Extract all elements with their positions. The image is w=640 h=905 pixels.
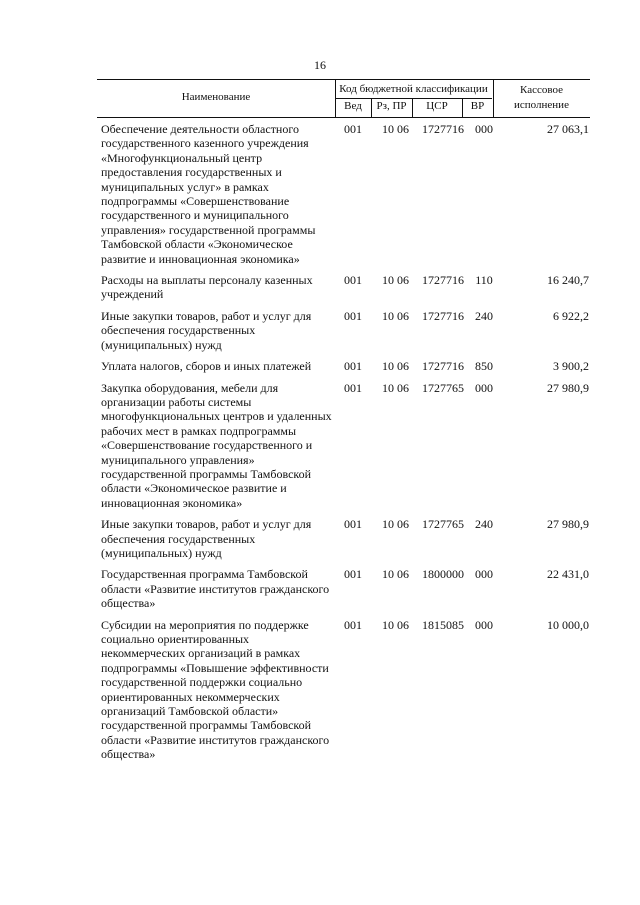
header-ved: Вед [344, 100, 362, 112]
row-csr: 1727765 [422, 517, 464, 532]
row-name: Иные закупки товаров, работ и услуг для обеспечения государственных (муниципальных) нужд [101, 308, 312, 352]
row-rz: 10 06 [382, 380, 409, 395]
row-cash: 10 000,0 [547, 617, 589, 632]
row-csr: 1800000 [422, 567, 464, 582]
row-rz: 10 06 [382, 617, 409, 632]
row-csr: 1727716 [422, 273, 464, 288]
row-ved: 001 [344, 380, 362, 395]
row-name: Уплата налогов, сборов и иных платежей [101, 359, 312, 374]
row-vr: 240 [475, 308, 493, 323]
row-name: Государственная программа Тамбовской области «Развитие институтов гражданского общества» [101, 567, 330, 611]
row-vr: 000 [475, 122, 493, 136]
row-csr: 1727716 [422, 359, 464, 374]
row-name: Иные закупки товаров, работ и услуг для обеспечения государственных (муниципальных) нужд [101, 517, 312, 560]
row-ved: 001 [344, 122, 362, 136]
row-cash: 27 980,9 [547, 380, 589, 395]
row-vr: 110 [475, 273, 493, 288]
row-rz: 10 06 [382, 517, 409, 532]
row-csr: 1727716 [422, 122, 464, 136]
table-row [97, 567, 597, 610]
header-code-divider [335, 98, 492, 99]
row-name: Обеспечение деятельности областного государственного казенного учреждения «Многофункциональный центр предоставления государственных и муниципальных услуг» в рамках подпрограммы «Совершенствование государственного и муниципального управления» государственной программы Тамбовской области «Экономическое развитие и инновационная экономика» [101, 122, 316, 266]
table-row [97, 517, 597, 560]
row-vr: 000 [475, 617, 493, 632]
row-rz: 10 06 [382, 567, 409, 582]
table-header [97, 79, 590, 118]
table-row [97, 309, 597, 352]
row-cash: 3 900,2 [553, 359, 589, 374]
row-ved: 001 [344, 308, 362, 323]
header-name: Наименование [181, 91, 251, 103]
header-rz: Рз, ПР [376, 100, 407, 112]
row-vr: 850 [475, 359, 493, 374]
row-csr: 1815085 [422, 617, 464, 632]
header-code-group: Код бюджетной классификации [339, 83, 488, 95]
row-vr: 000 [475, 567, 493, 582]
page-number: 16 [314, 58, 326, 72]
header-vr: ВР [470, 100, 485, 112]
table-row [97, 359, 597, 373]
row-ved: 001 [344, 517, 362, 532]
row-cash: 27 980,9 [547, 517, 589, 532]
row-ved: 001 [344, 617, 362, 632]
row-cash: 16 240,7 [547, 273, 589, 288]
table-row [97, 273, 597, 302]
row-rz: 10 06 [382, 273, 409, 288]
table-row [97, 381, 597, 511]
row-name: Субсидии на мероприятия по поддержке социально ориентированных некоммерческих организаций в рамках подпрограммы «Повышение эффективности государственной поддержки социально ориентированных некоммерческих организаций Тамбовской области» государственной программы Тамбовской области «Развитие институтов гражданского общества» [101, 617, 330, 762]
header-cash: Кассовое исполнение [514, 84, 569, 111]
table-body [97, 122, 597, 769]
row-cash: 22 431,0 [547, 567, 589, 582]
row-cash: 6 922,2 [553, 308, 589, 323]
row-ved: 001 [344, 567, 362, 582]
row-name: Закупка оборудования, мебели для организации работы системы многофункциональных центров и удаленных рабочих мест в рамках подпрограммы «Совершенствование государственного и муниципального управления» государственной программы Тамбовской области «Экономическое развитие и инновационная экономика» [101, 380, 332, 510]
row-rz: 10 06 [382, 359, 409, 374]
table-row [97, 618, 597, 762]
row-cash: 27 063,1 [547, 122, 589, 136]
row-vr: 240 [475, 517, 493, 532]
row-ved: 001 [344, 273, 362, 288]
row-name: Расходы на выплаты персоналу казенных учреждений [101, 273, 313, 302]
row-rz: 10 06 [382, 122, 409, 136]
row-vr: 000 [475, 380, 493, 395]
row-csr: 1727716 [422, 308, 464, 323]
row-ved: 001 [344, 359, 362, 374]
table-row [97, 122, 597, 266]
header-csr: ЦСР [426, 100, 448, 112]
row-csr: 1727765 [422, 380, 464, 395]
row-rz: 10 06 [382, 308, 409, 323]
